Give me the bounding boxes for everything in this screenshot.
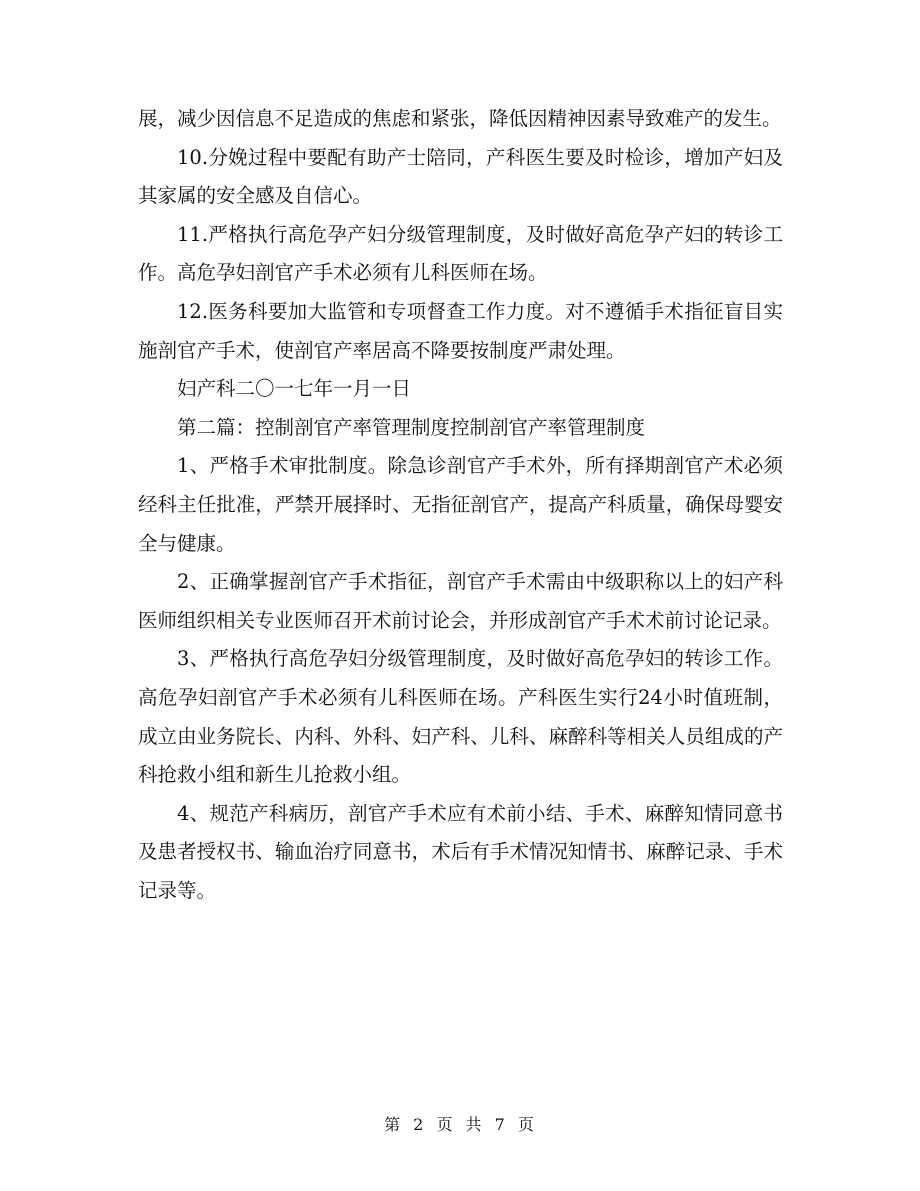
paragraph-rule-4: 4、规范产科病历，剖官产手术应有术前小结、手术、麻醉知情同意书及患者授权书、输血治疗同意书，术后有手术情况知情书、麻醉记录、手术记录等。	[138, 801, 783, 902]
page-number-footer: 第 2 页 共 7 页	[384, 1115, 536, 1134]
paragraph-item-11: 11.严格执行高危孕产妇分级管理制度，及时做好高危孕产妇的转诊工作。高危孕妇剖官产手术必须有儿科医师在场。	[138, 222, 783, 285]
paragraph-item-12: 12.医务科要加大监管和专项督查工作力度。对不遵循手术指征盲目实施剖官产手术，使剖官产率居高不降要按制度严肃处理。	[138, 299, 783, 362]
paragraph-rule-3: 3、严格执行高危孕妇分级管理制度，及时做好高危孕妇的转诊工作。高危孕妇剖官产手术必须有儿科医师在场。产科医生实行24小时值班制，成立由业务院长、内科、外科、妇产科、儿科、麻醉科等相关人员组成的产科抢救小组和新生儿抢救小组。	[138, 647, 783, 787]
paragraph-rule-2: 2、正确掌握剖官产手术指征，剖官产手术需由中级职称以上的妇产科医师组织相关专业医师召开术前讨论会，并形成剖官产手术术前讨论记录。	[138, 570, 783, 632]
paragraph-item-10: 10.分娩过程中要配有助产士陪同，产科医生要及时检诊，增加产妇及其家属的安全感及自信心。	[138, 145, 783, 208]
paragraph-rule-1: 1、严格手术审批制度。除急诊剖官产手术外，所有择期剖官产术必须经科主任批准，严禁开展择时、无指征剖官产，提高产科质量，确保母婴安全与健康。	[138, 454, 783, 555]
paragraph-continuation: 展，减少因信息不足造成的焦虑和紧张，降低因精神因素导致难产的发生。	[138, 107, 782, 130]
signature-date-line: 妇产科二〇一七年一月一日	[177, 377, 412, 401]
document-body	[138, 100, 783, 910]
section-heading: 第二篇：控制剖官产率管理制度控制剖官产率管理制度	[177, 415, 646, 439]
